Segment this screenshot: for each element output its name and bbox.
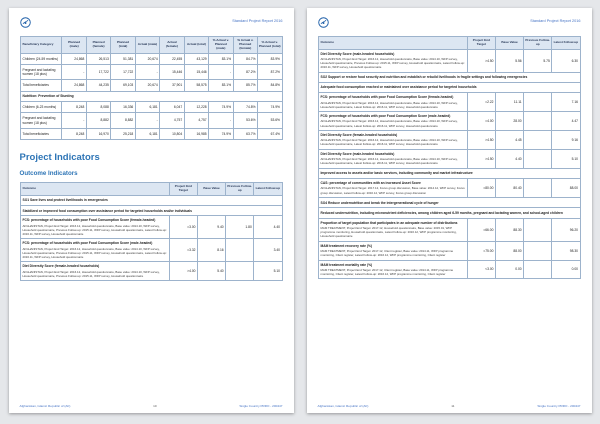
- indicator-value: 4.47: [552, 112, 580, 131]
- column-header: Planned (male): [62, 37, 86, 54]
- page-header: [318, 17, 581, 29]
- page-title: Project Indicators: [19, 152, 100, 164]
- indicator-value: 5.75: [524, 49, 552, 72]
- footer-country: Afghanistan, Islamic Republic of (AF): [19, 404, 71, 408]
- cell-value: -: [135, 113, 159, 129]
- indicator-value: [226, 262, 254, 281]
- indicator-title: FCS: percentage of households with poor Food Consumption Score (female-headed): [320, 95, 454, 100]
- report-title: Standard Project Report 2016: [232, 19, 283, 23]
- page-header: [20, 17, 283, 29]
- cell-value: 74.8%: [233, 101, 257, 112]
- indicator-value: =4.00: [467, 112, 495, 131]
- indicator-value: 4.45: [495, 131, 523, 150]
- row-label: Children (6-23 months): [20, 101, 62, 112]
- section-row: [20, 195, 282, 205]
- cell-value: 87.2%: [258, 64, 282, 80]
- indicator-value: 1.80: [226, 216, 254, 239]
- section-row: [318, 72, 580, 82]
- cell-value: 43,129: [184, 53, 208, 64]
- indicator-value: 4.40: [495, 149, 523, 168]
- indicator-value: [524, 260, 552, 279]
- indicator-value: =80.00: [467, 179, 495, 198]
- left-beneficiary_table: [20, 36, 283, 140]
- indicator-title: CAS: percentage of communities with an increased Asset Score: [320, 181, 421, 186]
- indicator-value: [524, 149, 552, 168]
- left-outcome_table: [20, 182, 283, 281]
- indicator-title: FCS: percentage of households with poor Food Consumption Score (male-headed): [320, 114, 451, 119]
- indicator-value: >4.50: [467, 49, 495, 72]
- indicator-row: [318, 241, 580, 260]
- cell-value: 58,575: [184, 80, 208, 91]
- indicator-value: 0.00: [495, 260, 523, 279]
- indicator-value: [524, 218, 552, 241]
- section-label: Nutrition: Prevention of Stunting: [20, 91, 282, 101]
- footer-project-code: Single Country PRRO - 200447: [239, 404, 283, 408]
- indicator-details: MAM TREATMENT, Project End Target: 2017.12, Client register, Base value: 2014.11, WFP programme monitoring, Client register, Latest Follow-up: 2016.12, WFP programme monitoring, Client register: [320, 267, 454, 276]
- indicator-row: [318, 149, 580, 168]
- cell-value: 17,722: [86, 64, 110, 80]
- wfp-logo-icon: [20, 17, 31, 28]
- beneficiary-table-container: [20, 36, 283, 140]
- cell-value: 6,181: [135, 101, 159, 112]
- document-page-left: [9, 8, 294, 413]
- section-label: Reduced undernutrition, including micronutrient deficiencies, among children aged 6-59 months, pregnant and lactating women, and school-aged children: [318, 208, 580, 218]
- indicator-value: [226, 239, 254, 262]
- cell-value: -: [62, 64, 86, 80]
- footer-country: Afghanistan, Islamic Republic of (AF): [317, 404, 369, 408]
- cell-value: 37,901: [160, 80, 184, 91]
- indicator-row: [20, 262, 282, 281]
- cell-value: 17,722: [111, 64, 135, 80]
- indicator-value: 3.40: [254, 239, 282, 262]
- indicator-row: [318, 131, 580, 150]
- indicator-value: 8.16: [197, 239, 225, 262]
- indicator-value: =66.00: [467, 218, 495, 241]
- column-header: Outcome: [318, 37, 467, 50]
- cell-value: 83.1%: [209, 53, 233, 64]
- section-label: SO1 Save lives and protect livelihoods in emergencies: [20, 195, 282, 205]
- row-label: Pregnant and lactating women (18 plus): [20, 64, 62, 80]
- document-page-right: [307, 8, 592, 413]
- indicator-value: 0.00: [552, 260, 580, 279]
- indicator-title: MAM treatment recovery rate (%): [320, 243, 372, 248]
- column-header: Latest Follow-up: [552, 37, 580, 50]
- cell-value: 15,446: [160, 64, 184, 80]
- cell-value: 51,381: [111, 53, 135, 64]
- indicator-value: [524, 179, 552, 198]
- indicator-row: [318, 93, 580, 112]
- indicator-value: 5.10: [254, 262, 282, 281]
- indicator-details: AFGHANISTAN, Project End Target: 2016.12, Household questionnaire, Base value: 2014.10, WFP survey, Household questionnaire, Previous Follow-up: 2015.11, WFP survey, Household questionnaire: [22, 269, 160, 278]
- cell-value: 16,336: [111, 101, 135, 112]
- cell-value: 69,103: [111, 80, 135, 91]
- cell-value: 8,088: [86, 101, 110, 112]
- indicator-value: <3.00: [467, 260, 495, 279]
- cell-value: -: [135, 64, 159, 80]
- cell-value: 8,248: [62, 101, 86, 112]
- indicator-value: 5.56: [495, 49, 523, 72]
- cell-value: 44,235: [86, 80, 110, 91]
- cell-value: -: [209, 113, 233, 129]
- cell-value: 74.9%: [209, 101, 233, 112]
- section-label: SO4 Reduce undernutrition and break the intergenerational cycle of hunger: [318, 198, 580, 208]
- indicator-cell: [318, 218, 467, 241]
- indicator-value: 28.00: [495, 112, 523, 131]
- cell-value: 67.4%: [258, 128, 282, 139]
- column-header: Outcome: [20, 183, 169, 196]
- indicator-value: >4.00: [169, 262, 197, 281]
- indicator-cell: [20, 216, 169, 239]
- indicator-row: [318, 179, 580, 198]
- indicator-value: =3.00: [169, 216, 197, 239]
- indicator-value: 98.30: [552, 241, 580, 260]
- right-outcome_table: [318, 36, 581, 279]
- page-footer: [318, 404, 581, 408]
- column-header: Previous Follow-up: [524, 37, 552, 50]
- indicator-value: 4.40: [254, 216, 282, 239]
- cell-value: 83.9%: [258, 53, 282, 64]
- column-header: Actual (male): [135, 37, 159, 54]
- cell-value: 53.6%: [258, 113, 282, 129]
- indicator-title: FCS: percentage of households with poor Food Consumption Score (female-headed): [22, 218, 156, 223]
- column-header: Base Value: [197, 183, 225, 196]
- footer-page-number: 11: [451, 404, 455, 408]
- cell-value: 63.7%: [233, 128, 257, 139]
- column-header: % Actual v. Planned (male): [209, 37, 233, 54]
- row-label: Total beneficiaries: [20, 80, 62, 91]
- cell-value: 16,985: [184, 128, 208, 139]
- indicator-details: AFGHANISTAN, Project End Target: 2016.12, Household questionnaire, Base value: 2014.10, WFP survey, Household questionnaire, Latest Follow-up: 2016.11, WFP survey, Household questionnaire: [320, 100, 458, 109]
- footer-page-number: 10: [153, 404, 157, 408]
- column-header: Beneficiary Category: [20, 37, 62, 54]
- cell-value: 8,882: [86, 113, 110, 129]
- indicator-cell: [20, 239, 169, 262]
- cell-value: 87.2%: [233, 64, 257, 80]
- indicator-value: 11.11: [495, 93, 523, 112]
- cell-value: 10,804: [160, 128, 184, 139]
- column-header: % Actual v. Planned (total): [258, 37, 282, 54]
- indicator-value: 9.16: [552, 131, 580, 150]
- header-row: [20, 37, 282, 54]
- cell-value: 24,868: [62, 80, 86, 91]
- indicator-cell: [318, 49, 467, 72]
- bold-row: [318, 208, 580, 218]
- column-header: Planned (total): [111, 37, 135, 54]
- section-label: Stabilized or improved food consumption over assistance period for targeted households and/or individuals: [20, 206, 282, 216]
- data-row: [20, 53, 282, 64]
- data-row: [20, 64, 282, 80]
- cell-value: 74.9%: [258, 101, 282, 112]
- column-header: Project End Target: [169, 183, 197, 196]
- column-header: Latest Follow-up: [254, 183, 282, 196]
- cell-value: 84.7%: [233, 53, 257, 64]
- cell-value: 8,248: [62, 128, 86, 139]
- indicator-value: 96.20: [552, 218, 580, 241]
- indicator-value: [524, 131, 552, 150]
- indicator-cell: [318, 93, 467, 112]
- indicator-title: MAM treatment mortality rate (%): [320, 262, 373, 267]
- indicator-value: 88.00: [495, 241, 523, 260]
- column-header: Project End Target: [467, 37, 495, 50]
- cell-value: 6,181: [135, 128, 159, 139]
- cell-value: 85.7%: [233, 80, 257, 91]
- data-row: [20, 128, 282, 139]
- cell-value: 16,970: [86, 128, 110, 139]
- bold-row: [318, 82, 580, 92]
- section-row: [20, 91, 282, 101]
- indicator-cell: [318, 179, 467, 198]
- indicator-title: Diet Diversity Score (female-headed households): [320, 133, 398, 138]
- cell-value: 6,047: [160, 101, 184, 112]
- section-row: [318, 198, 580, 208]
- outcome-table-container: [20, 182, 283, 281]
- indicator-value: 6.30: [552, 49, 580, 72]
- cell-value: 24,868: [62, 53, 86, 64]
- indicator-details: AFGHANISTAN, Project End Target: 2017.12, Focus group discussion, Base value: 2014.12, WFP survey, Focus group discussion, Latest Follow-up: 2016.12, WFP survey, Focus group discussion: [320, 186, 465, 195]
- indicator-value: =2.22: [467, 93, 495, 112]
- indicator-details: AFGHANISTAN, Project End Target: 2016.12, Household questionnaire, Base value: 2014.10, WFP survey, Household questionnaire, Latest Follow-up: 2016.11, WFP survey, Household questionnaire: [320, 157, 458, 166]
- cell-value: 25,218: [111, 128, 135, 139]
- column-header: Actual (total): [184, 37, 208, 54]
- indicator-details: AFGHANISTAN, Project End Target: 2016.12, Household questionnaire, Base value: 2014.10, WFP survey, Household questionnaire, Previous Follow-up: 2015.11, WFP survey, Household questionnaire, Latest Follow-up: 2016.11, WFP survey, Household questionnaire: [22, 223, 167, 236]
- indicator-title: Proportion of target population that participates in an adequate number of distributions: [320, 220, 458, 225]
- row-label: Total beneficiaries: [20, 128, 62, 139]
- indicator-details: AFGHANISTAN, Project End Target: 2016.12, Household questionnaire, Base value: 2014.10, WFP survey, Household questionnaire, Latest Follow-up: 2016.11, WFP survey, Household questionnaire: [320, 138, 458, 147]
- indicator-value: =3.32: [169, 239, 197, 262]
- data-row: [20, 80, 282, 91]
- cell-value: -: [209, 64, 233, 80]
- cell-value: 4,757: [160, 113, 184, 129]
- indicator-row: [20, 216, 282, 239]
- section-label: Improved access to assets and/or basic services, including community and market infrastructure: [318, 168, 580, 178]
- indicator-cell: [318, 131, 467, 150]
- column-header: Planned (female): [86, 37, 110, 54]
- indicator-row: [318, 218, 580, 241]
- cell-value: 74.9%: [209, 128, 233, 139]
- bold-row: [20, 206, 282, 216]
- data-row: [20, 113, 282, 129]
- indicator-title: FCS: percentage of households with poor Food Consumption Score (male-headed): [22, 241, 153, 246]
- section-label: SO2 Support or restore food security and nutrition and establish or rebuild livelihoods in fragile settings and following emergencies: [318, 72, 580, 82]
- indicator-title: Diet Diversity Score (male-headed households): [320, 151, 395, 156]
- indicator-details: MAM TREATMENT, Project End Target: 2017.12, Client register, Base value: 2014.11, WFP programme monitoring, Client register, Latest Follow-up: 2016.12, WFP programme monitoring, Client register: [320, 248, 454, 257]
- indicator-value: [524, 93, 552, 112]
- wfp-logo-icon: [318, 17, 329, 28]
- indicator-row: [318, 49, 580, 72]
- row-label: Pregnant and lactating women (18 plus): [20, 113, 62, 129]
- indicator-cell: [20, 262, 169, 281]
- indicator-value: [524, 112, 552, 131]
- indicator-cell: [318, 149, 467, 168]
- indicator-cell: [318, 112, 467, 131]
- indicator-value: 7.16: [552, 93, 580, 112]
- column-header: Actual (female): [160, 37, 184, 54]
- indicator-value: 80.40: [495, 179, 523, 198]
- column-header: Base Value: [495, 37, 523, 50]
- indicator-cell: [318, 260, 467, 279]
- outcome-table-continued-container: [318, 36, 581, 279]
- cell-value: 20,674: [135, 80, 159, 91]
- column-header: Previous Follow-up: [226, 183, 254, 196]
- indicator-details: AFGHANISTAN, Project End Target: 2016.12, Household questionnaire, Base value: 2014.10, WFP survey, Household questionnaire, Latest Follow-up: 2016.11, WFP survey, Household questionnaire: [320, 119, 458, 128]
- subsection-title: Outcome Indicators: [19, 170, 78, 178]
- cell-value: 15,446: [184, 64, 208, 80]
- indicator-value: =75.00: [467, 241, 495, 260]
- cell-value: -: [62, 113, 86, 129]
- cell-value: 83.1%: [209, 80, 233, 91]
- indicator-value: >4.50: [467, 131, 495, 150]
- indicator-row: [318, 260, 580, 279]
- indicator-row: [20, 239, 282, 262]
- cell-value: 20,674: [135, 53, 159, 64]
- cell-value: 84.8%: [258, 80, 282, 91]
- cell-value: 53.6%: [233, 113, 257, 129]
- indicator-value: 9.40: [197, 216, 225, 239]
- indicator-row: [318, 112, 580, 131]
- indicator-value: 88.30: [495, 218, 523, 241]
- cell-value: 4,757: [184, 113, 208, 129]
- indicator-details: MAM TREATMENT, Project End Target: 2017.12, Household questionnaire, Base value: 2015.01, WFP programme monitoring, Household questionnaire, Latest Follow-up: 2016.12, WFP programme monitoring, Household questionnaire: [320, 225, 457, 239]
- indicator-value: >4.50: [467, 149, 495, 168]
- indicator-value: 88.00: [552, 179, 580, 198]
- page-footer: [20, 404, 283, 408]
- data-row: [20, 101, 282, 112]
- indicator-cell: [318, 241, 467, 260]
- cell-value: 8,882: [111, 113, 135, 129]
- indicator-value: 5.40: [197, 262, 225, 281]
- indicator-title: Diet Diversity Score (female-headed households): [22, 264, 100, 269]
- header-row: [318, 37, 580, 50]
- section-label: Adequate food consumption reached or maintained over assistance period for targeted households: [318, 82, 580, 92]
- report-title: Standard Project Report 2016: [530, 19, 581, 23]
- row-label: Children (24-59 months): [20, 53, 62, 64]
- bold-row: [318, 168, 580, 178]
- indicator-details: AFGHANISTAN, Project End Target: 2016.12, Household questionnaire, Base value: 2014.10, WFP survey, Household questionnaire, Previous Follow-up: 2015.11, WFP survey, Household questionnaire, Latest Follow-up: 2016.11, WFP survey, Household questionnaire: [22, 246, 167, 259]
- header-row: [20, 183, 282, 196]
- footer-project-code: Single Country PRRO - 200447: [537, 404, 581, 408]
- cell-value: 12,228: [184, 101, 208, 112]
- indicator-details: AFGHANISTAN, Project End Target: 2016.12, Household questionnaire, Base value: 2014.10, WFP survey, Household questionnaire, Previous Follow-up: 2015.11, WFP survey, Household questionnaire, Latest Follow-up: 2016.11, WFP survey, Household questionnaire: [320, 57, 465, 70]
- indicator-value: 5.10: [552, 149, 580, 168]
- cell-value: 26,513: [86, 53, 110, 64]
- indicator-title: Diet Diversity Score (male-headed households): [320, 51, 395, 56]
- cell-value: 22,455: [160, 53, 184, 64]
- column-header: % Actual v. Planned (female): [233, 37, 257, 54]
- indicator-value: [524, 241, 552, 260]
